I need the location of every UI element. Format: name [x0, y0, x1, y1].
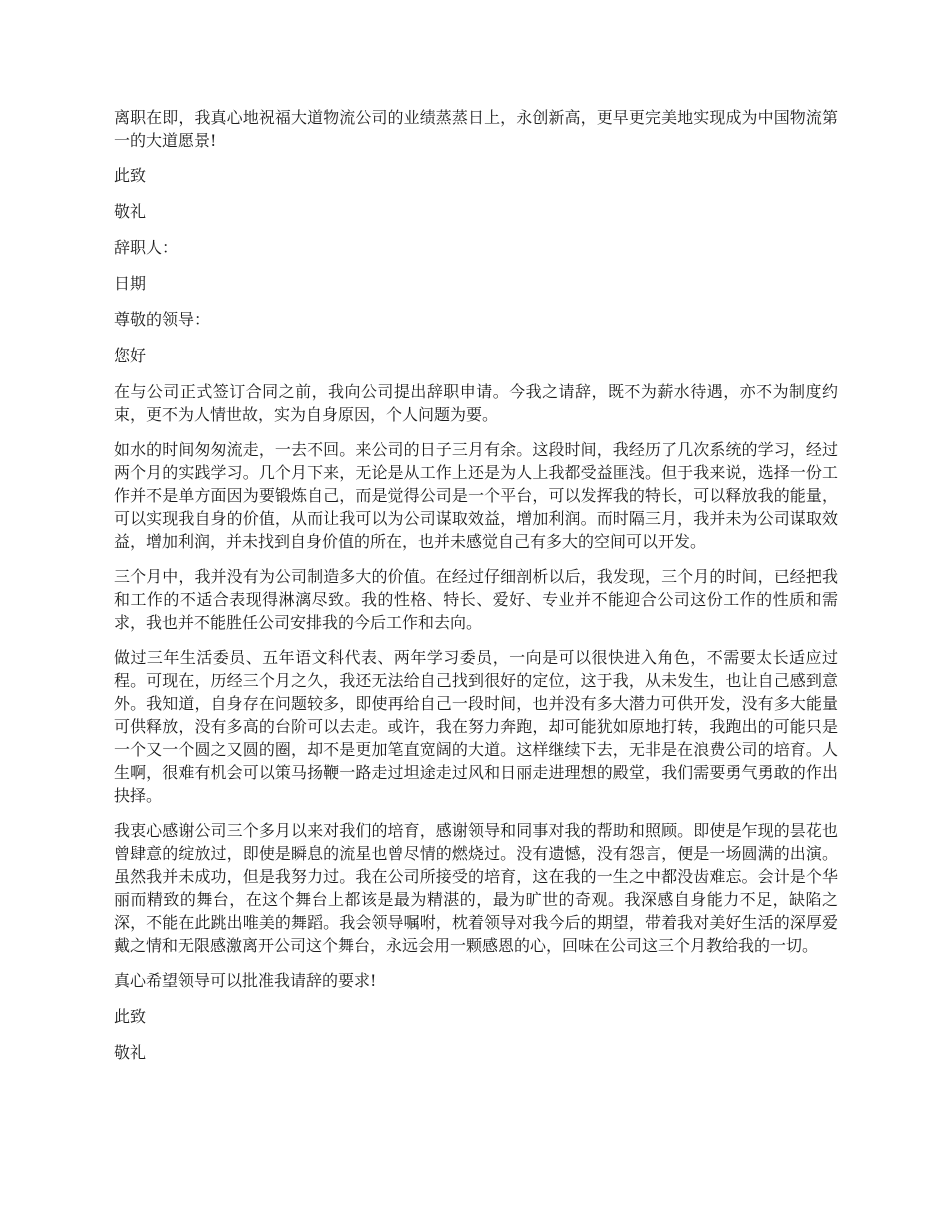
paragraph-three-months: 三个月中，我并没有为公司制造多大的价值。在经过仔细剖析以后，我发现，三个月的时间，已经把我和工作的不适合表现得淋漓尽致。我的性格、特长、爱好、专业并不能迎合公司这份工作的性质和需求，我也并不能胜任公司安排我的今后工作和去向。: [114, 567, 838, 632]
paragraph-greeting-leader: 尊敬的领导：: [114, 310, 211, 329]
paragraph-past-experience: 做过三年生活委员、五年语文科代表、两年学习委员，一向是可以很快进入角色，不需要太长适应过程。可现在，历经三个月之久，我还无法给自己找到很好的定位，这于我，从未发生，也让自己感到意外。我知道，自身存在问题较多，即使再给自己一段时间，也并没有多大潜力可供开发，没有多大能量可供释放，没有多高的台阶可以去走。或许，我在努力奔跑，却可能犹如原地打转，我跑出的可能只是一个又一个圆之又圆的圈，却不是更加笔直宽阔的大道。这样继续下去，无非是在浪费公司的培育。人生啊，很难有机会可以策马扬鞭一路走过坦途走过风和日丽走进理想的殿堂，我们需要勇气勇敢的作出抉择。: [114, 648, 838, 805]
paragraph-date-label: 日期: [114, 274, 147, 293]
paragraph-gratitude: 我衷心感谢公司三个多月以来对我们的培育，感谢领导和同事对我的帮助和照顾。即使是乍现的昙花也曾肆意的绽放过，即使是瞬息的流星也曾尽情的燃烧过。没有遗憾，没有怨言，便是一场圆满的出演。虽然我并未成功，但是我努力过。我在公司所接受的培育，这在我的一生之中都没齿难忘。会计是个华丽而精致的舞台，在这个舞台上都该是最为精湛的，最为旷世的奇观。我深感自身能力不足，缺陷之深，不能在此跳出唯美的舞蹈。我会领导嘱咐，枕着领导对我今后的期望，带着我对美好生活的深厚爱戴之情和无限感激离开公司这个舞台，永远会用一颗感恩的心，回味在公司这三个月教给我的一切。: [114, 821, 838, 955]
paragraph-time-passing: 如水的时间匆匆流走，一去不回。来公司的日子三月有余。这段时间，我经历了几次系统的学习，经过两个月的实践学习。几个月下来，无论是从工作上还是为人上我都受益匪浅。但于我来说，选择一份工作并不是单方面因为要锻炼自己，而是觉得公司是一个平台，可以发挥我的特长，可以释放我的能量，可以实现我自身的价值，从而让我可以为公司谋取效益，增加利润。而时隔三月，我并未为公司谋取效益，增加利润，并未找到自身价值的所在，也并未感觉自己有多大的空间可以开发。: [114, 440, 838, 551]
document-page: [114, 106, 838, 1077]
paragraph-closing-wish: 离职在即，我真心地祝福大道物流公司的业绩蒸蒸日上，永创新高，更早更完美地实现成为中国物流第一的大道愿景!: [114, 108, 838, 150]
paragraph-resigner-label: 辞职人：: [114, 238, 179, 257]
paragraph-request-approval: 真心希望领导可以批准我请辞的要求!: [114, 971, 377, 990]
paragraph-salutation-cizhi-1: 此致: [114, 166, 147, 185]
paragraph-salutation-jingli-1: 敬礼: [114, 202, 147, 221]
paragraph-salutation-cizhi-2: 此致: [114, 1007, 147, 1026]
paragraph-hello: 您好: [114, 346, 147, 365]
paragraph-resignation-intro: 在与公司正式签订合同之前，我向公司提出辞职申请。今我之请辞，既不为薪水待遇，亦不为制度约束，更不为人情世故，实为自身原因，个人问题为要。: [114, 382, 838, 424]
paragraph-salutation-jingli-2: 敬礼: [114, 1043, 147, 1062]
